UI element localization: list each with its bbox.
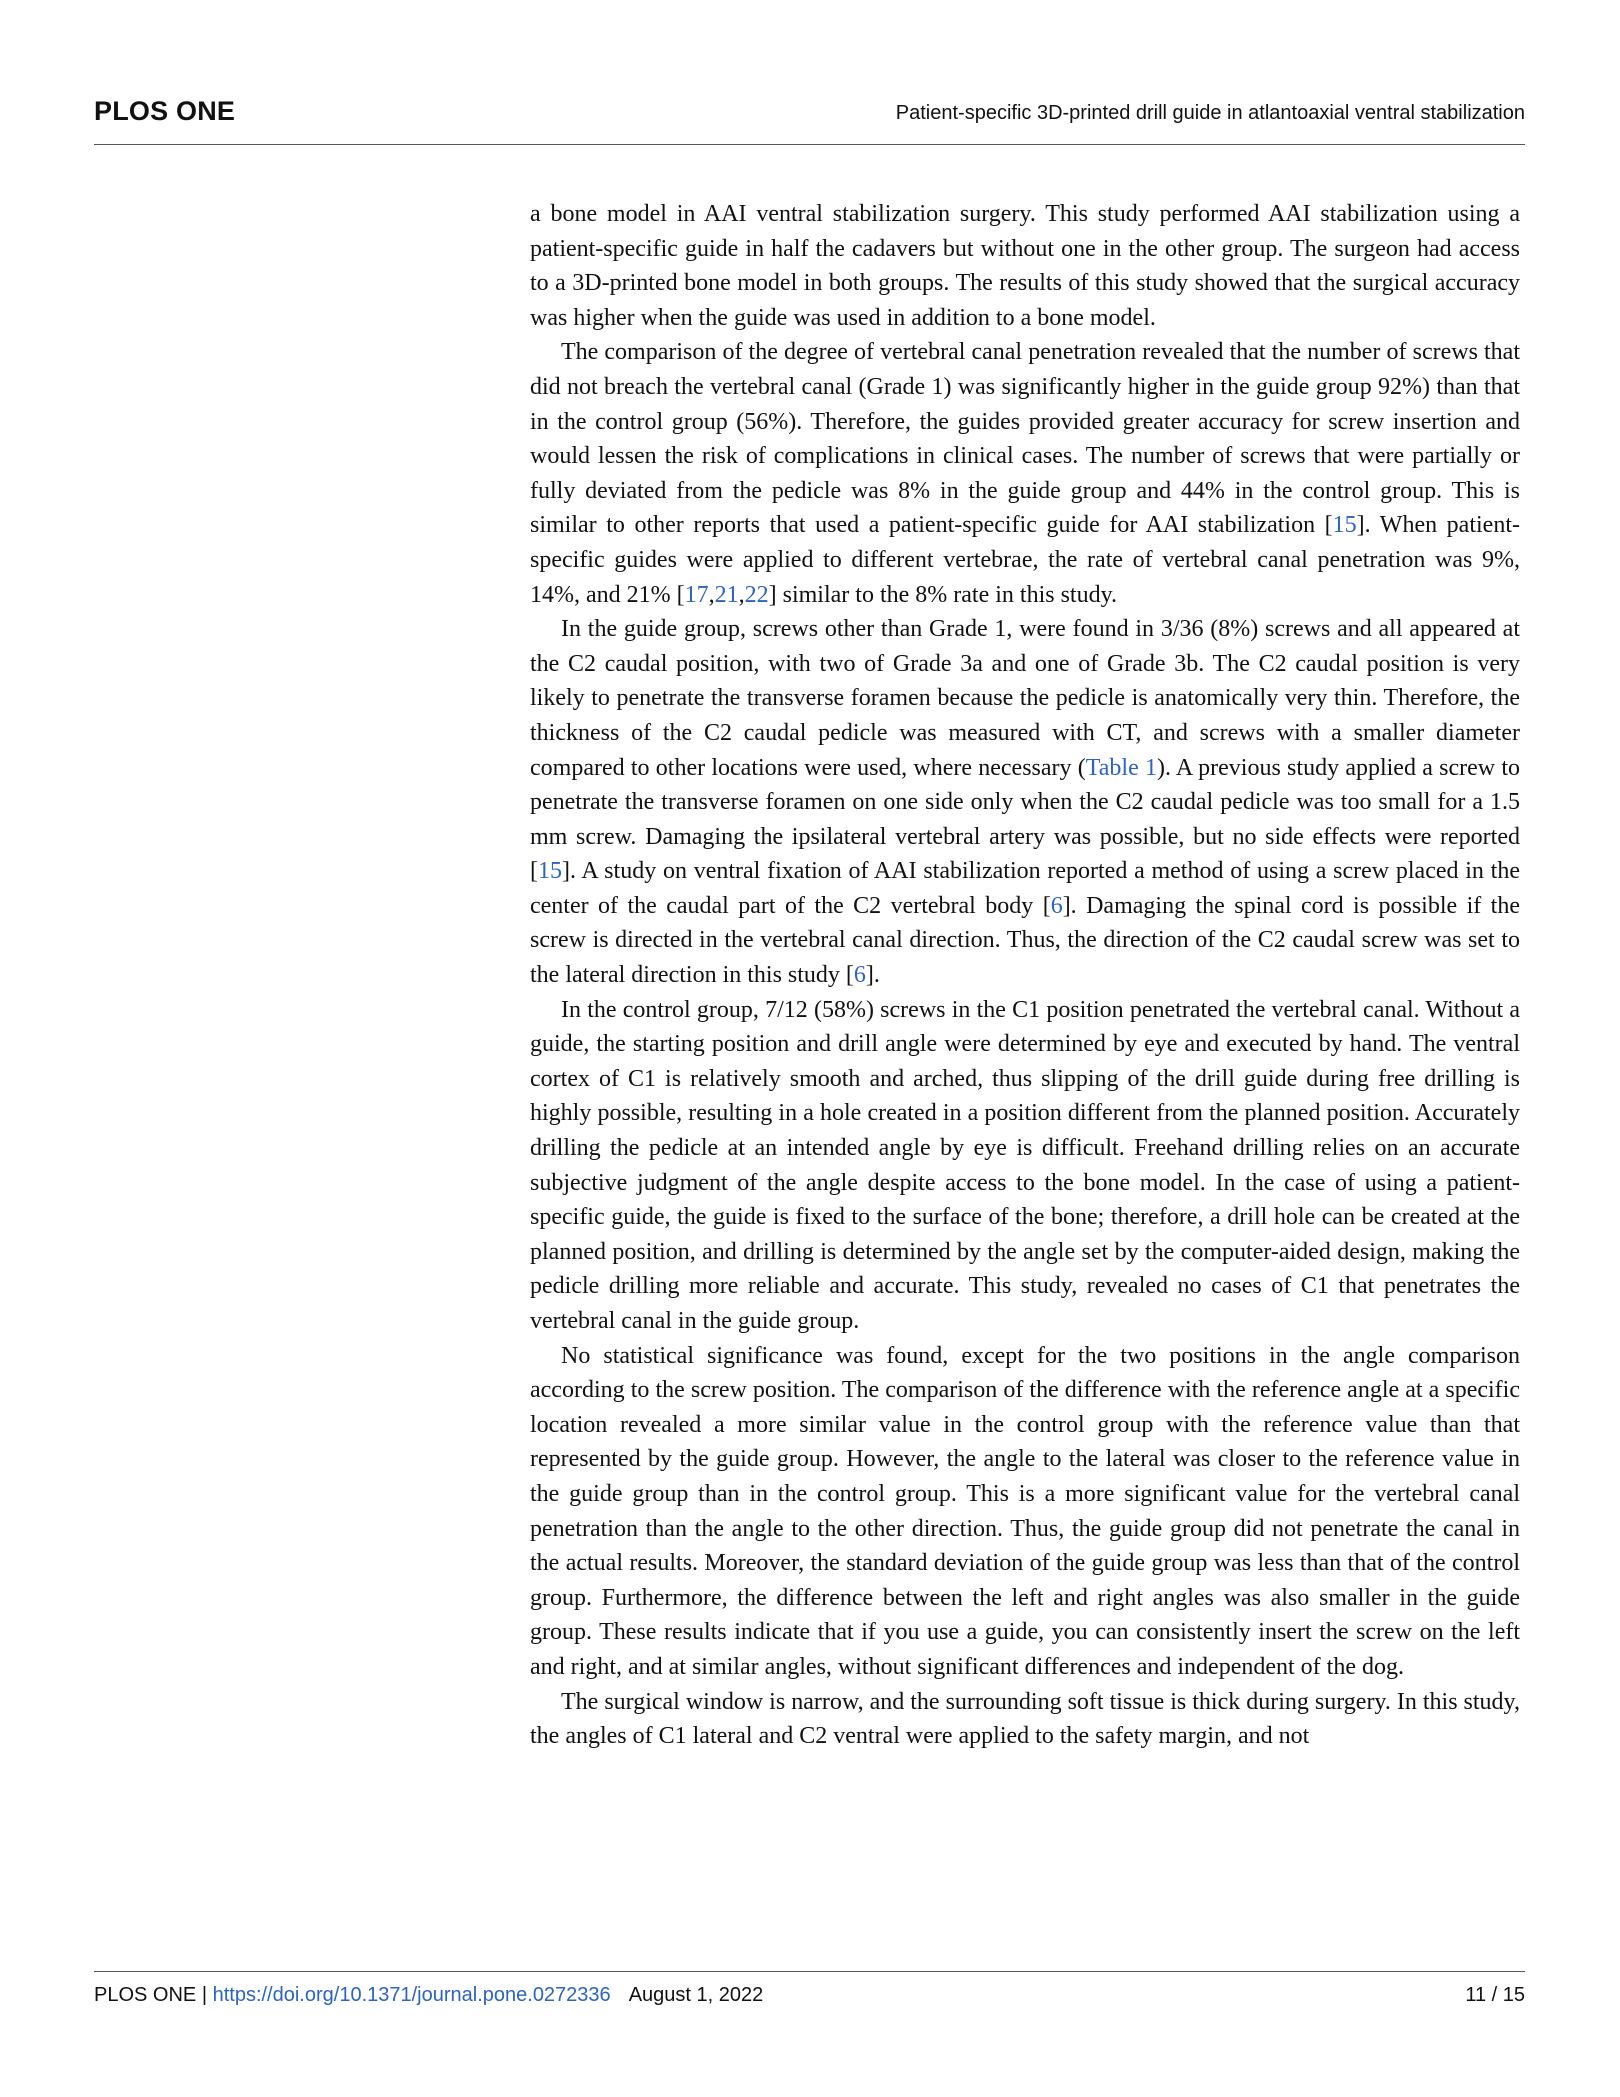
citation-link[interactable]: 22 (744, 581, 769, 608)
paragraph-1: a bone model in AAI ventral stabilization surgery. This study performed AAI stabilization using a patient-specific guide in half the cadavers but without one in the other group. The surgeon had access to a 3D-printed bone model in both groups. The results of this study showed that the surgical accuracy was higher when the guide was used in addition to a bone model. (530, 201, 1520, 331)
citation-link[interactable]: 21 (714, 581, 739, 608)
paragraph-2: The comparison of the degree of vertebral canal penetration revealed that the number of screws that did not breach the vertebral canal (Grade 1) was significantly higher in the guide group 92%) than that in the control group (56%). Therefore, the guides provided greater accuracy for screw insertion and would lessen the risk of complications in clinical cases. The number of screws that were partially or fully deviated from the pedicle was 8% in the guide group and 44% in the control group. This is similar to other reports that used a patient-specific guide for AAI stabilization [15]. When patient-specific guides were applied to different vertebrae, the rate of vertebral canal penetration was 9%, 14%, and 21% [17,21,22] similar to the 8% rate in this study. (530, 339, 1520, 608)
footer-journal: PLOS ONE (94, 1984, 197, 2006)
citation-link[interactable]: 6 (1050, 892, 1063, 919)
page-number: 11 / 15 (1465, 1984, 1525, 2006)
paragraph-6: The surgical window is narrow, and the surrounding soft tissue is thick during surgery. In this study, the angles of C1 lateral and C2 ventral were applied to the safety margin, and not (530, 1688, 1520, 1750)
citation-link[interactable]: 15 (1332, 512, 1357, 539)
footer-divider (94, 1971, 1525, 1972)
article-body (530, 197, 1520, 1754)
table-link[interactable]: Table 1 (1085, 754, 1157, 781)
doi-link[interactable]: https://doi.org/10.1371/journal.pone.0272336 (212, 1984, 611, 2006)
citation-link[interactable]: 15 (538, 858, 562, 885)
paragraph-4: In the control group, 7/12 (58%) screws in the C1 position penetrated the vertebral canal. Without a guide, the starting position and drill angle were determined by eye and executed by hand. The ventral cortex of C1 is relatively smooth and arched, thus slipping of the drill guide during free drilling is highly possible, resulting in a hole created in a position different from the planned position. Accurately drilling the pedicle at an intended angle by eye is difficult. Freehand drilling relies on an accurate subjective judgment of the angle despite access to the bone model. In the case of using a patient-specific guide, the guide is fixed to the surface of the bone; therefore, a drill hole can be created at the planned position, and drilling is determined by the angle set by the computer-aided design, making the pedicle drilling more reliable and accurate. This study, revealed no cases of C1 that penetrates the vertebral canal in the guide group. (530, 996, 1520, 1334)
header-divider (94, 144, 1525, 145)
citation-link[interactable]: 17 (684, 581, 709, 608)
publication-date: August 1, 2022 (628, 1984, 764, 2006)
running-title: Patient-specific 3D-printed drill guide in atlantoaxial ventral stabilization (895, 102, 1525, 124)
paragraph-5: No statistical significance was found, except for the two positions in the angle comparison according to the screw position. The comparison of the difference with the reference angle at a specific location revealed a more similar value in the control group with the reference value than that represented by the guide group. However, the angle to the lateral was closer to the reference value in the guide group than in the control group. This is a more significant value for the vertebral canal penetration than the angle to the other direction. Thus, the guide group did not penetrate the canal in the actual results. Moreover, the standard deviation of the guide group was less than that of the control group. Furthermore, the difference between the left and right angles was also smaller in the guide group. These results indicate that if you use a guide, you can consistently insert the screw on the left and right, and at similar angles, without significant differences and independent of the dog. (530, 1342, 1520, 1680)
paragraph-3: In the guide group, screws other than Grade 1, were found in 3/36 (8%) screws and all appeared at the C2 caudal position, with two of Grade 3a and one of Grade 3b. The C2 caudal position is very likely to penetrate the transverse foramen because the pedicle is anatomically very thin. Therefore, the thickness of the C2 caudal pedicle was measured with CT, and screws with a smaller diameter compared to other locations were used, where necessary (Table 1). A previous study applied a screw to penetrate the transverse foramen on one side only when the C2 caudal pedicle was too small for a 1.5 mm screw. Damaging the ipsilateral vertebral artery was possible, but no side effects were reported [15]. A study on ventral fixation of AAI stabilization reported a method of using a screw placed in the center of the caudal part of the C2 vertebral body [6]. Damaging the spinal cord is possible if the screw is directed in the vertebral canal direction. Thus, the direction of the C2 caudal screw was set to the lateral direction in this study [6]. (530, 616, 1520, 989)
citation-link[interactable]: 6 (853, 962, 866, 989)
footer-separator: | (196, 1984, 213, 2006)
journal-name: PLOS ONE (94, 96, 236, 126)
footer (94, 1984, 763, 2007)
